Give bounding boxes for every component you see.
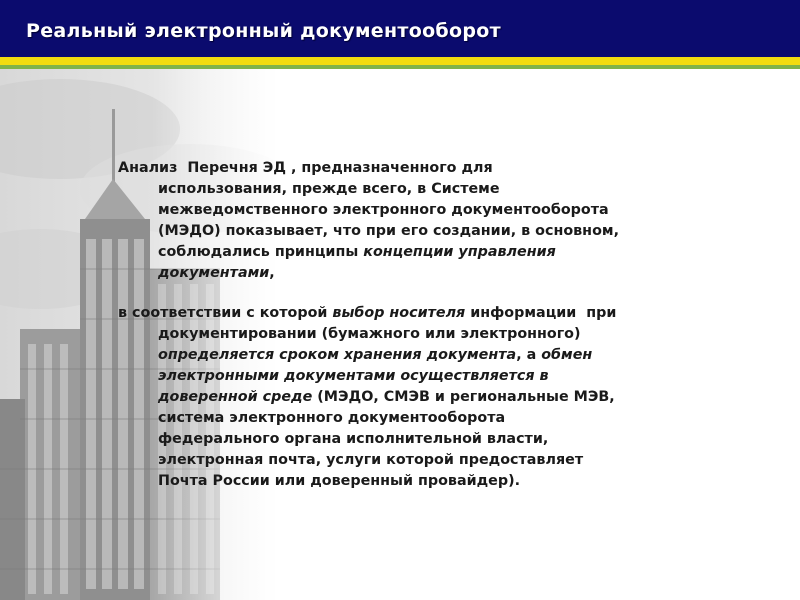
text-line: (МЭДО) показывает, что при его создании, в основном, (158, 223, 620, 239)
text-line: использования, прежде всего, в Системе (158, 181, 500, 197)
text-line: Анализ Перечня ЭД , предназначенного для (118, 160, 493, 176)
emphasis-text: выбор носителя (332, 305, 466, 321)
header-stripe-yellow (0, 57, 800, 65)
paragraph-analysis (118, 158, 748, 284)
emphasis-text: электронными документами осуществляется в (158, 368, 549, 384)
emphasis-text: концепции управления (363, 244, 556, 260)
text-line (118, 242, 748, 263)
text-line (118, 303, 748, 324)
text-run: соблюдались принципы (158, 244, 364, 260)
text-line: межведомственного электронного документооборота (158, 202, 609, 218)
text-line: федерального органа исполнительной власти, (158, 431, 549, 447)
text-run: информации при (465, 305, 617, 321)
text-line (118, 345, 748, 366)
text-run: , (269, 265, 275, 281)
text-line: система электронного документооборота (158, 410, 506, 426)
text-run: , а (516, 347, 542, 363)
text-line (118, 263, 748, 284)
text-line (118, 387, 748, 408)
emphasis-text: доверенной среде (158, 389, 313, 405)
text-line: электронная почта, услуги которой предоставляет (158, 452, 584, 468)
paragraph-accordance (118, 303, 748, 492)
slide-title: Реальный электронный документооборот (26, 20, 501, 42)
text-run: в соответствии с которой (118, 305, 333, 321)
text-line (118, 366, 748, 387)
text-run: (МЭДО, СМЭВ и региональные МЭВ, (312, 389, 615, 405)
emphasis-text: определяется сроком хранения документа (158, 347, 517, 363)
emphasis-text: документами (158, 265, 270, 281)
emphasis-text: обмен (541, 347, 593, 363)
text-line: Почта России или доверенный провайдер). (158, 473, 521, 489)
text-line: документировании (бумажного или электронного) (158, 326, 581, 342)
slide-header (0, 0, 800, 57)
